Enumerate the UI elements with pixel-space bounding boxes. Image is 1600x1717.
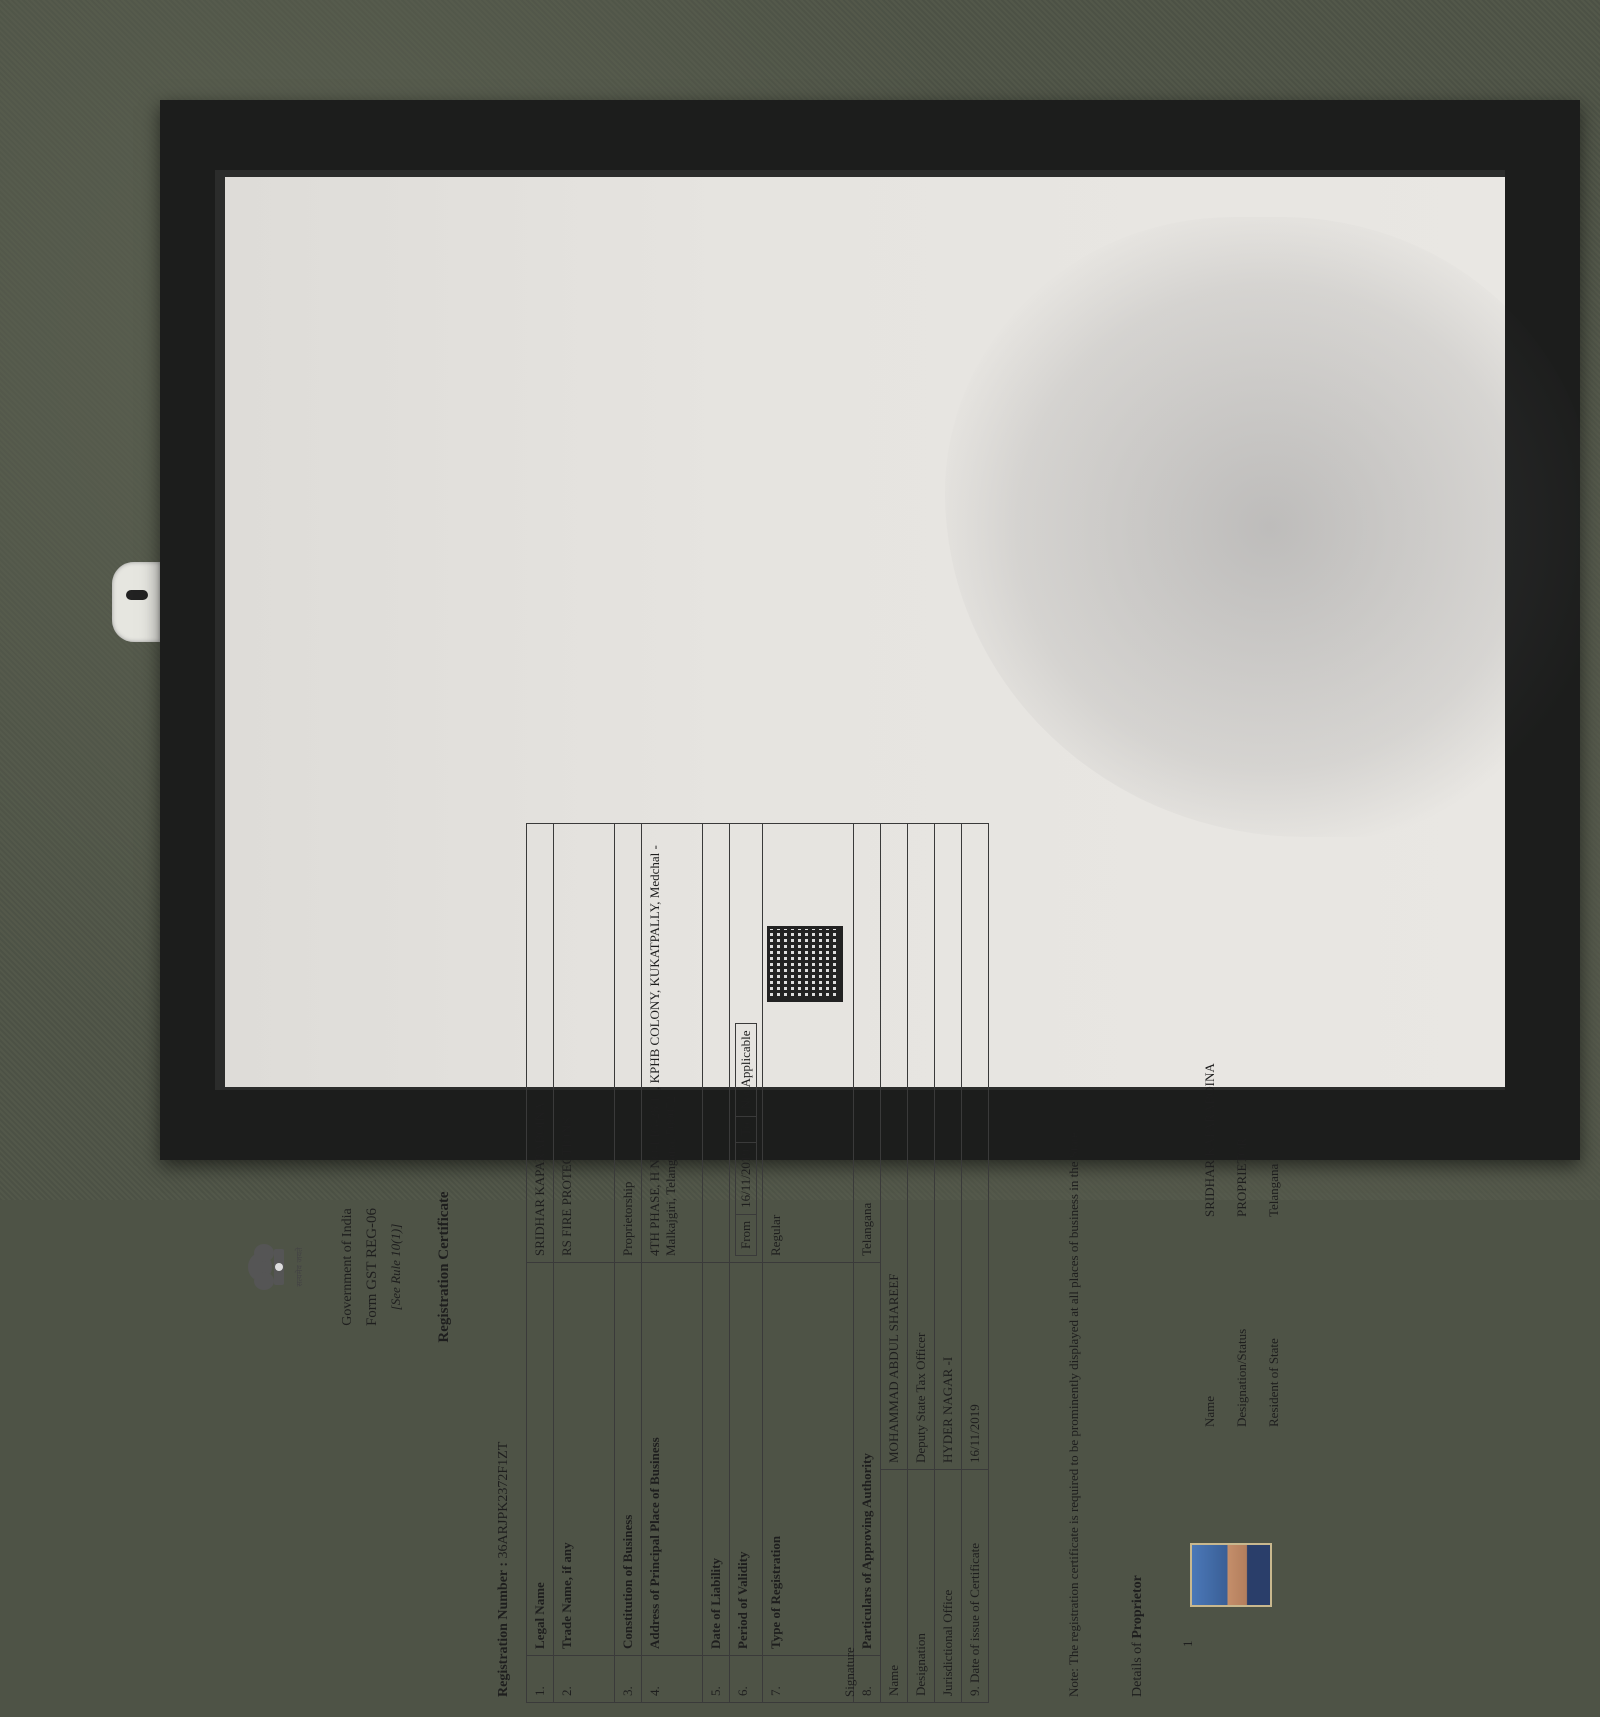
registration-number-value: 36ARJPK2372F1ZT xyxy=(496,1441,511,1559)
table-row xyxy=(935,824,962,1703)
row-label: Period of Validity xyxy=(730,1263,763,1656)
table-row xyxy=(763,824,854,1703)
proprietor-state: Telangana xyxy=(1266,1163,1281,1217)
row-value: SRIDHAR KAPARABOINA xyxy=(527,824,554,1263)
row-value: Telangana xyxy=(854,824,881,1263)
glare-shadow xyxy=(945,217,1595,837)
table-row xyxy=(527,824,554,1703)
row-number: 4. xyxy=(642,1656,703,1703)
details-table xyxy=(526,823,881,1703)
row-number: 1. xyxy=(527,1656,554,1703)
authority-designation-label: Designation xyxy=(908,1470,935,1703)
issue-date-label: 9. Date of issue of Certificate xyxy=(962,1470,989,1703)
row-label: Legal Name xyxy=(527,1263,554,1656)
row-value: RS FIRE PROTECTIONS xyxy=(554,824,615,1263)
registration-type-cell xyxy=(763,824,854,1263)
row-value: Proprietorship xyxy=(615,824,642,1263)
row-value: 4TH PHASE, H NO-LIG-28/1, , KPHB COLONY, KUKATPALLY, Medchal - Malkajgiri, Telangana, 500072 xyxy=(642,824,703,1263)
jurisdictional-office-label: Jurisdictional Office xyxy=(935,1470,962,1703)
proprietor-photo xyxy=(1190,1543,1272,1607)
table-row xyxy=(854,824,881,1703)
emblem-motto: सत्यमेव जयते xyxy=(295,1247,304,1287)
proprietor-status: PROPRIETOR xyxy=(1234,1137,1249,1217)
row-label: Address of Principal Place of Business xyxy=(642,1263,703,1656)
proprietor-section-title xyxy=(1130,1575,1146,1697)
certificate-title: Registration Certificate xyxy=(436,1191,452,1343)
row-label: Particulars of Approving Authority xyxy=(854,1263,881,1656)
row-label: Trade Name, if any xyxy=(554,1263,615,1656)
signature-label: Signature xyxy=(842,1647,857,1697)
row-number: 5. xyxy=(703,1656,730,1703)
table-row xyxy=(554,824,615,1703)
table-row xyxy=(642,824,703,1703)
section-title: Proprietor xyxy=(1130,1575,1145,1639)
government-heading: Government of India xyxy=(340,1208,355,1326)
table-row xyxy=(703,824,730,1703)
national-emblem-icon xyxy=(240,1227,310,1307)
validity-from-label: From xyxy=(735,1214,757,1256)
issue-date: 16/11/2019 xyxy=(962,824,989,1470)
proprietor-status-label: Designation/Status xyxy=(1234,1328,1249,1427)
row-number: 2. xyxy=(554,1656,615,1703)
validity-to-label: To xyxy=(735,1116,757,1144)
registration-number-line xyxy=(496,1442,512,1697)
proprietor-name: SRIDHAR KAPARABOINA xyxy=(1202,1063,1217,1217)
authority-name: MOHAMMAD ABDUL SHAREEF xyxy=(881,824,908,1470)
registration-number-label: Registration Number : xyxy=(496,1561,511,1697)
row-value xyxy=(703,824,730,1263)
validity-to-date: Not Applicable xyxy=(735,1023,757,1116)
jurisdictional-office: HYDER NAGAR -I xyxy=(935,824,962,1470)
row-value: Regular xyxy=(768,1214,783,1256)
validity-cell xyxy=(730,824,763,1263)
row-number: 8. xyxy=(854,1656,881,1703)
table-row xyxy=(615,824,642,1703)
proprietor-index: 1 xyxy=(1180,1640,1195,1647)
row-number: 7. xyxy=(763,1656,854,1703)
section-prefix: Details of xyxy=(1130,1642,1145,1697)
table-row xyxy=(730,824,763,1703)
qr-code-icon xyxy=(767,926,843,1002)
validity-from-date: 16/11/2019 xyxy=(735,1142,757,1215)
proprietor-name-label: Name xyxy=(1202,1395,1217,1427)
authority-name-label: Name xyxy=(881,1470,908,1703)
table-row xyxy=(908,824,935,1703)
table-row xyxy=(962,824,989,1703)
wall-hook xyxy=(112,562,160,642)
authority-designation: Deputy State Tax Officer xyxy=(908,824,935,1470)
row-label: Type of Registration xyxy=(763,1263,854,1656)
table-row xyxy=(881,824,908,1703)
certificate-paper xyxy=(225,177,1505,1697)
rule-reference: [See Rule 10(1)] xyxy=(388,1223,403,1311)
validity-period xyxy=(735,830,757,1256)
authority-table xyxy=(880,823,989,1703)
certificate-document xyxy=(230,817,1500,1717)
row-label: Constitution of Business xyxy=(615,1263,642,1656)
display-note: Note: The registration certificate is required to be prominently displayed at all places of business in the State. xyxy=(1066,1129,1081,1697)
row-number: 3. xyxy=(615,1656,642,1703)
row-label: Date of Liability xyxy=(703,1263,730,1656)
row-number: 6. xyxy=(730,1656,763,1703)
form-heading: Form GST REG-06 xyxy=(364,1207,380,1327)
proprietor-state-label: Resident of State xyxy=(1266,1338,1281,1427)
